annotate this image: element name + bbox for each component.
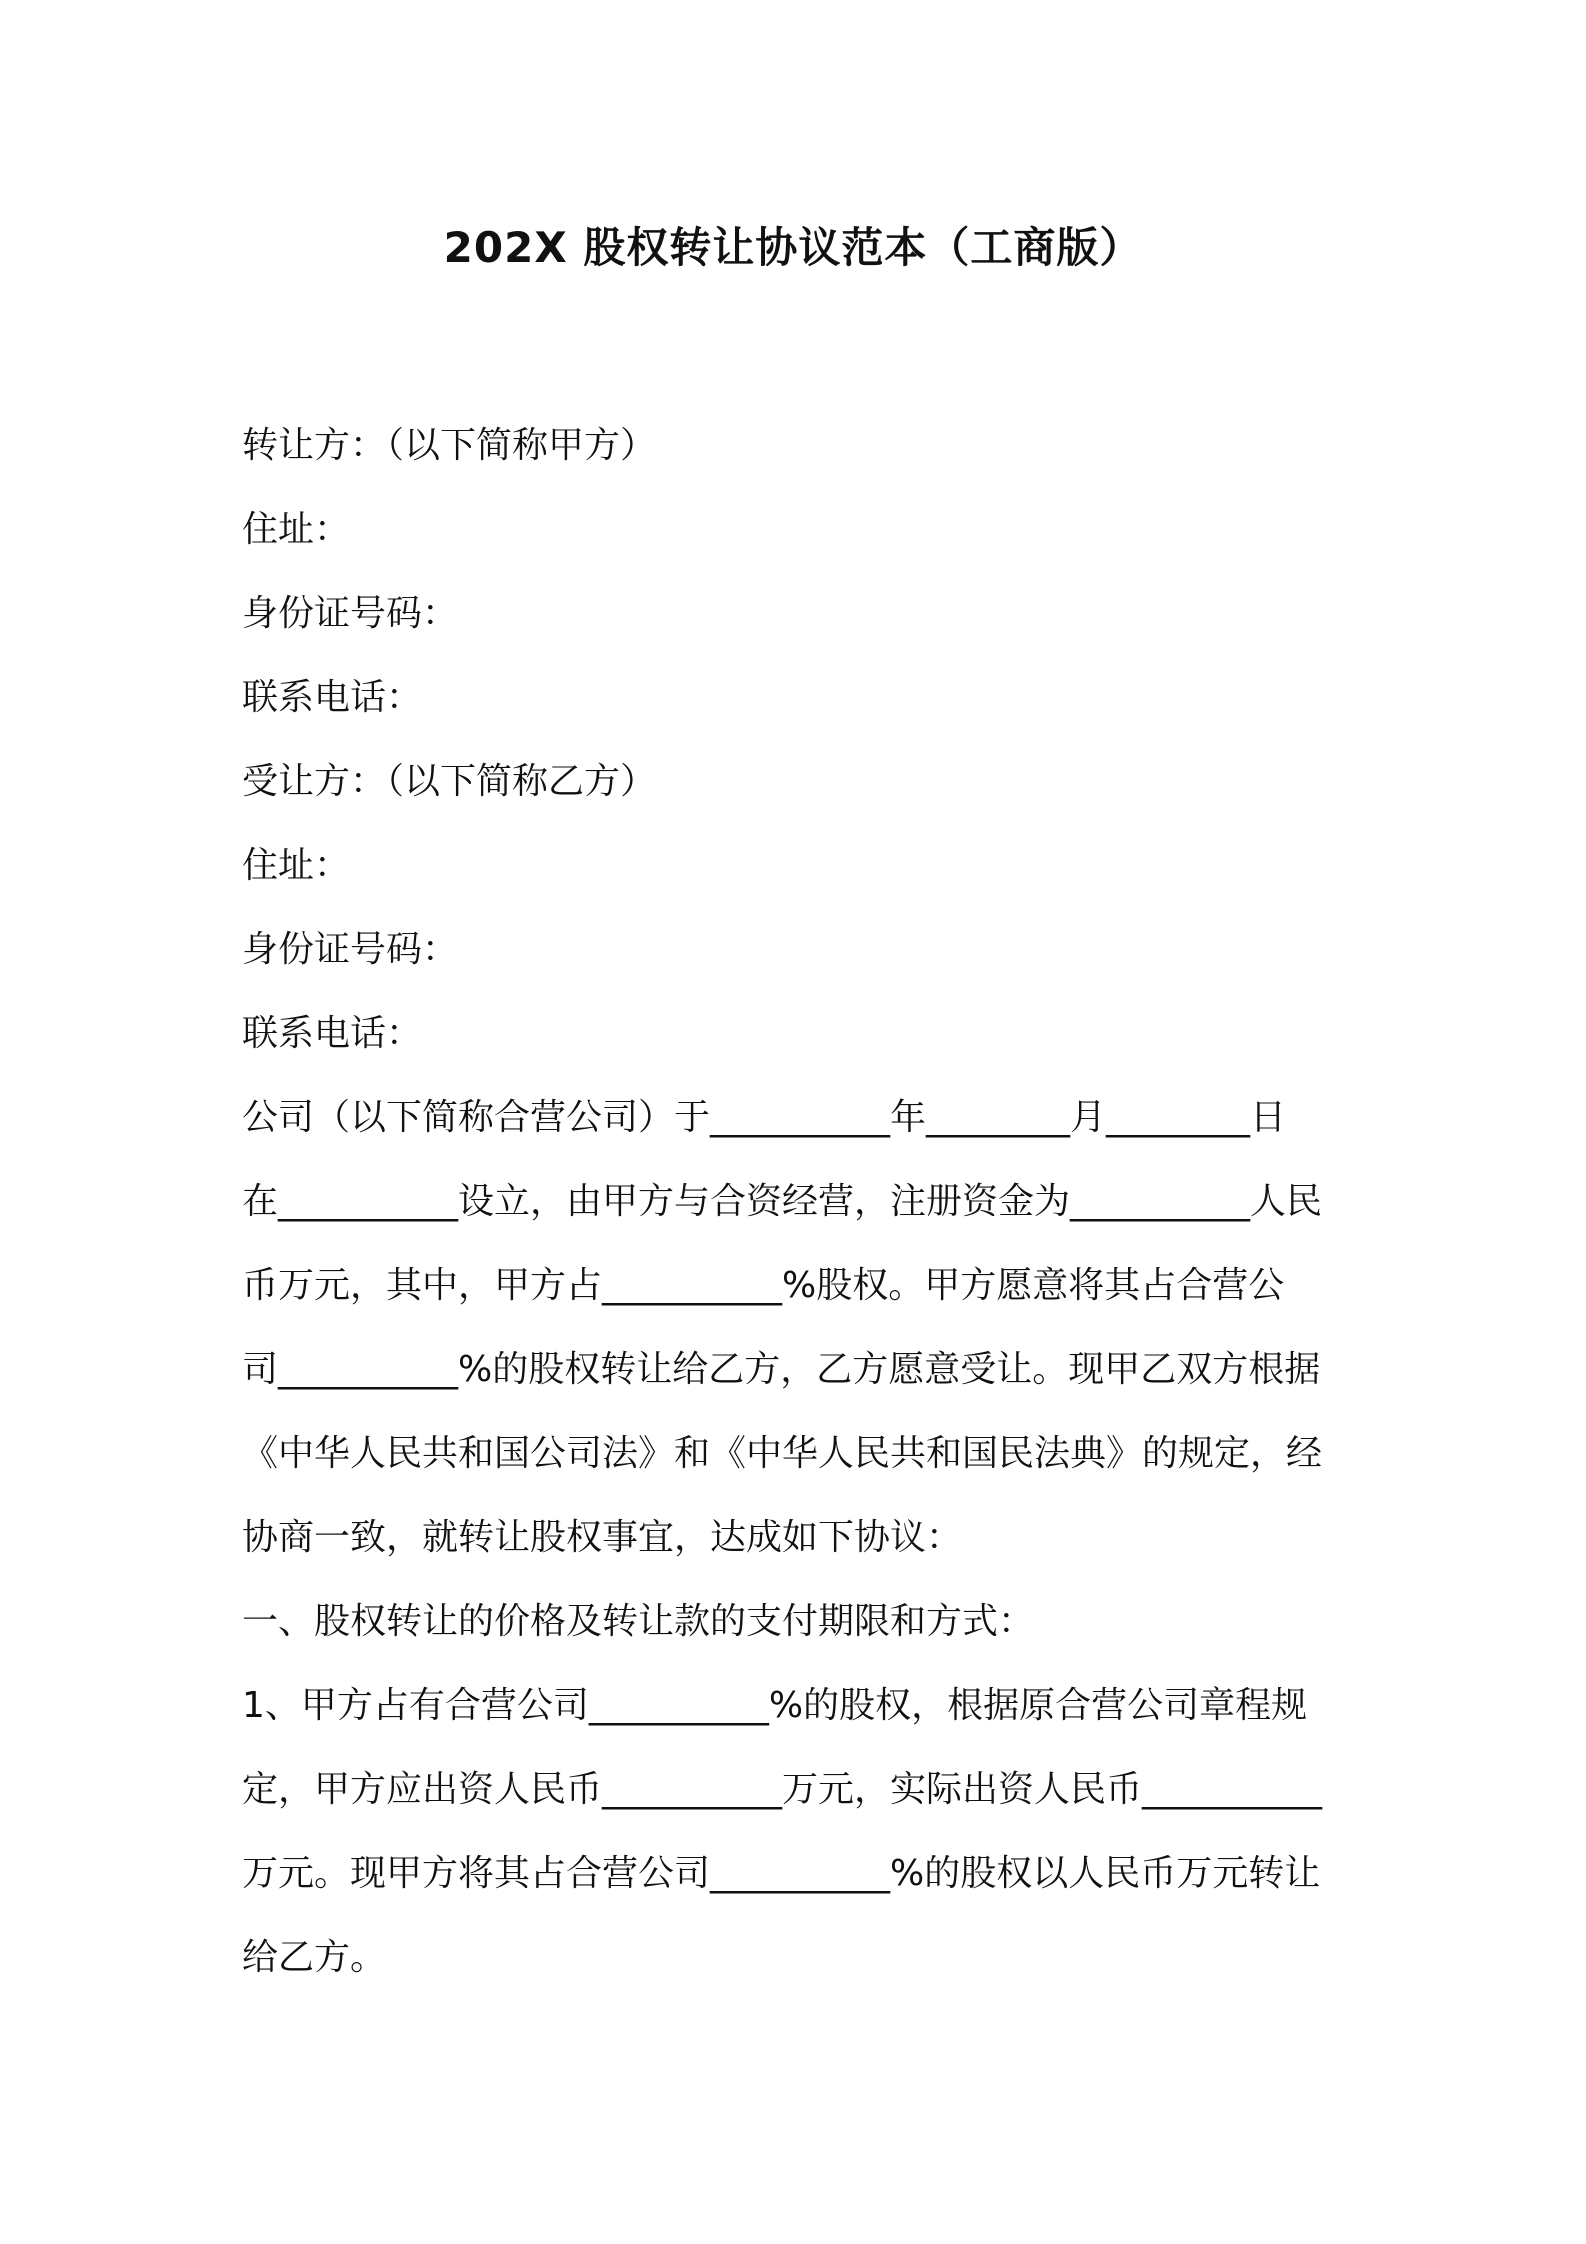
paragraph-line: 公司（以下简称合营公司）于__________年________月________日 — [242, 1097, 1287, 1138]
transferor-phone-label: 联系电话： — [242, 677, 423, 718]
transferor-address-label: 住址： — [242, 509, 351, 550]
transferee-id-label: 身份证号码： — [242, 929, 459, 970]
document-body — [242, 404, 1360, 2000]
paragraph-line: 给乙方。 — [242, 1937, 387, 1978]
transferee-label: 受让方：（以下简称乙方） — [242, 761, 657, 802]
paragraph-line: 在__________设立，由甲方与合资经营，注册资金为__________人民 — [242, 1181, 1323, 1222]
paragraph-line: 协商一致，就转让股权事宜，达成如下协议： — [242, 1517, 963, 1558]
transferee-address-label: 住址： — [242, 845, 351, 886]
transferee-phone-label: 联系电话： — [242, 1013, 423, 1054]
paragraph-line: 币万元，其中，甲方占__________%股权。甲方愿意将其占合营公 — [242, 1265, 1285, 1306]
paragraph-line: 1、甲方占有合营公司__________%的股权，根据原合营公司章程规 — [242, 1685, 1308, 1726]
paragraph-line: 万元。现甲方将其占合营公司__________%的股权以人民币万元转让 — [242, 1853, 1321, 1894]
clause-1-paragraph — [242, 1664, 1360, 2000]
paragraph-line: 定，甲方应出资人民币__________万元，实际出资人民币__________ — [242, 1769, 1323, 1810]
paragraph-line: 司__________%的股权转让给乙方，乙方愿意受让。现甲乙双方根据 — [242, 1349, 1321, 1390]
transferor-label: 转让方：（以下简称甲方） — [242, 425, 657, 466]
document-title: 202X 股权转让协议范本（工商版） — [443, 223, 1143, 272]
section-heading-1: 一、股权转让的价格及转让款的支付期限和方式： — [242, 1601, 1035, 1642]
paragraph-line: 《中华人民共和国公司法》和《中华人民共和国民法典》的规定，经 — [242, 1433, 1323, 1474]
preamble-paragraph — [242, 1076, 1360, 1580]
transferor-id-label: 身份证号码： — [242, 593, 459, 634]
